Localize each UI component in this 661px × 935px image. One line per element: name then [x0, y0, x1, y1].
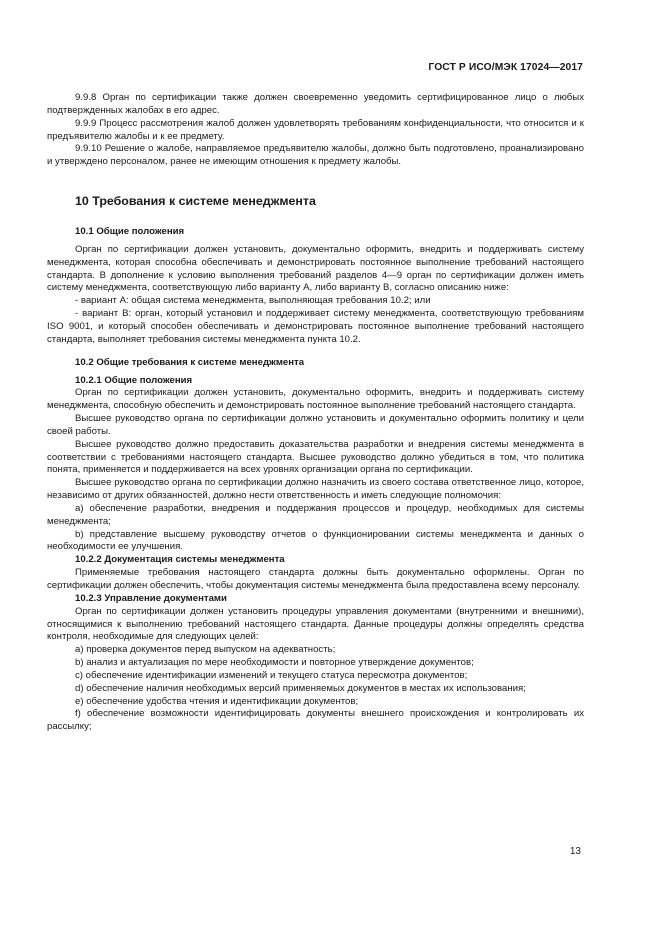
section-10-heading: 10 Требования к системе менеджмента	[75, 194, 316, 209]
paragraph-9-9-8: 9.9.8 Орган по сертификации также должен своевременно уведомить сертифицированное лицо о любых подтвержденных жалобах в его адрес.	[47, 92, 584, 116]
list-item: а) проверка документов перед выпуском на адекватность;	[75, 644, 336, 656]
section-10-2-3-heading: 10.2.3 Управление документами	[75, 592, 227, 604]
paragraph-9-9-9: 9.9.9 Процесс рассмотрения жалоб должен удовлетворять требованиям конфиденциальности, что относится и к предъявителю жалобы и к ее предмету.	[47, 117, 584, 142]
list-item: e) обеспечение удобства чтения и идентификации документов;	[75, 695, 359, 707]
list-item: b) анализ и актуализация по мере необходимости и повторное утверждение документов;	[75, 657, 474, 669]
page-content	[47, 92, 584, 734]
section-10-2-1-paragraph-4: Высшее руководство органа по сертификации должно назначить из своего состава ответственное лицо, которое, независимо от других обязанностей, должно нести ответственность и иметь следующие полномочия:	[47, 477, 584, 502]
section-10-2-1-paragraph-3: Высшее руководство должно предоставить доказательства разработки и внедрения системы менеджмента в соответствии с требованиями настоящего стандарта. Высшее руководство должно убедиться в том, что политика понята, применяется и поддерживается на всех уровнях организации органа по сертификации.	[47, 438, 584, 476]
section-10-2-1-heading: 10.2.1 Общие положения	[75, 374, 193, 386]
section-10-2-3-paragraph: Орган по сертификации должен установить процедуры управления документами (внутренними и внешними), относящимися к выполнению требований настоящего стандарта. Данные процедуры должны определять средства контроля, необходимые для следующих целей:	[47, 605, 584, 643]
section-10-2-1-paragraph-1: Орган по сертификации должен установить, документально оформить, внедрить и поддерживать систему менеджмента, способную обеспечить и демонстрировать постоянное выполнение требований настоящего стандарта.	[47, 387, 584, 412]
paragraph-9-9-10: 9.9.10 Решение о жалобе, направляемое предъявителю жалобы, должно быть подготовлено, проанализировано и утверждено персоналом, ранее не имеющим отношения к предмету жалобы.	[47, 143, 584, 168]
list-item: c) обеспечение идентификации изменений и текущего статуса пересмотра документов;	[75, 669, 468, 681]
section-10-1-heading: 10.1 Общие положения	[75, 226, 185, 238]
option-a: - вариант А: общая система менеджмента, выполняющая требования 10.2; или	[75, 295, 431, 307]
list-item: f) обеспечение возможности идентифицировать документы внешнего происхождения и контролировать их рассылку;	[47, 708, 584, 733]
section-10-2-1-paragraph-2: Высшее руководство органа по сертификации должно установить и документально оформить политику и цели своей работы.	[47, 413, 584, 437]
list-item: а) обеспечение разработки, внедрения и поддержания процессов и процедур, необходимых для системы менеджмента;	[47, 502, 584, 527]
standard-header: ГОСТ Р ИСО/МЭК 17024—2017	[428, 62, 583, 73]
section-10-2-2-paragraph: Применяемые требования настоящего стандарта должны быть документально оформлены. Орган по сертификации должен обеспечить, чтобы документация системы менеджмента была предоставлена всему персоналу.	[47, 567, 584, 591]
list-item: b) представление высшему руководству отчетов о функционировании системы менеджмента и данных о необходимости ее улучшения.	[47, 528, 584, 553]
section-10-1-paragraph: Орган по сертификации должен установить, документально оформить, внедрить и поддерживать систему менеджмента, которая способна обеспечивать и демонстрировать постоянное выполнение требований настоящего стандарта. В дополнение к условию выполнения требований разделов 4—9 орган по сертификации должен иметь систему менеджмента, соответствующую либо варианту А, либо варианту В, согласно описанию ниже:	[47, 243, 584, 294]
section-10-2-2-heading: 10.2.2 Документация системы менеджмента	[75, 554, 285, 566]
section-10-2-heading: 10.2 Общие требования к системе менеджмента	[75, 356, 305, 368]
list-item: d) обеспечение наличия необходимых версий применяемых документов в местах их использования;	[75, 682, 526, 694]
option-b: - вариант В: орган, который установил и поддерживает систему менеджмента, соответствующую требованиям ISO 9001, и который способен обеспечивать и демонстрировать постоянное выполнение требований настоящего стандарта, выполняет требования системы менеджмента пункта 10.2.	[47, 308, 584, 345]
page-number: 13	[569, 846, 581, 857]
